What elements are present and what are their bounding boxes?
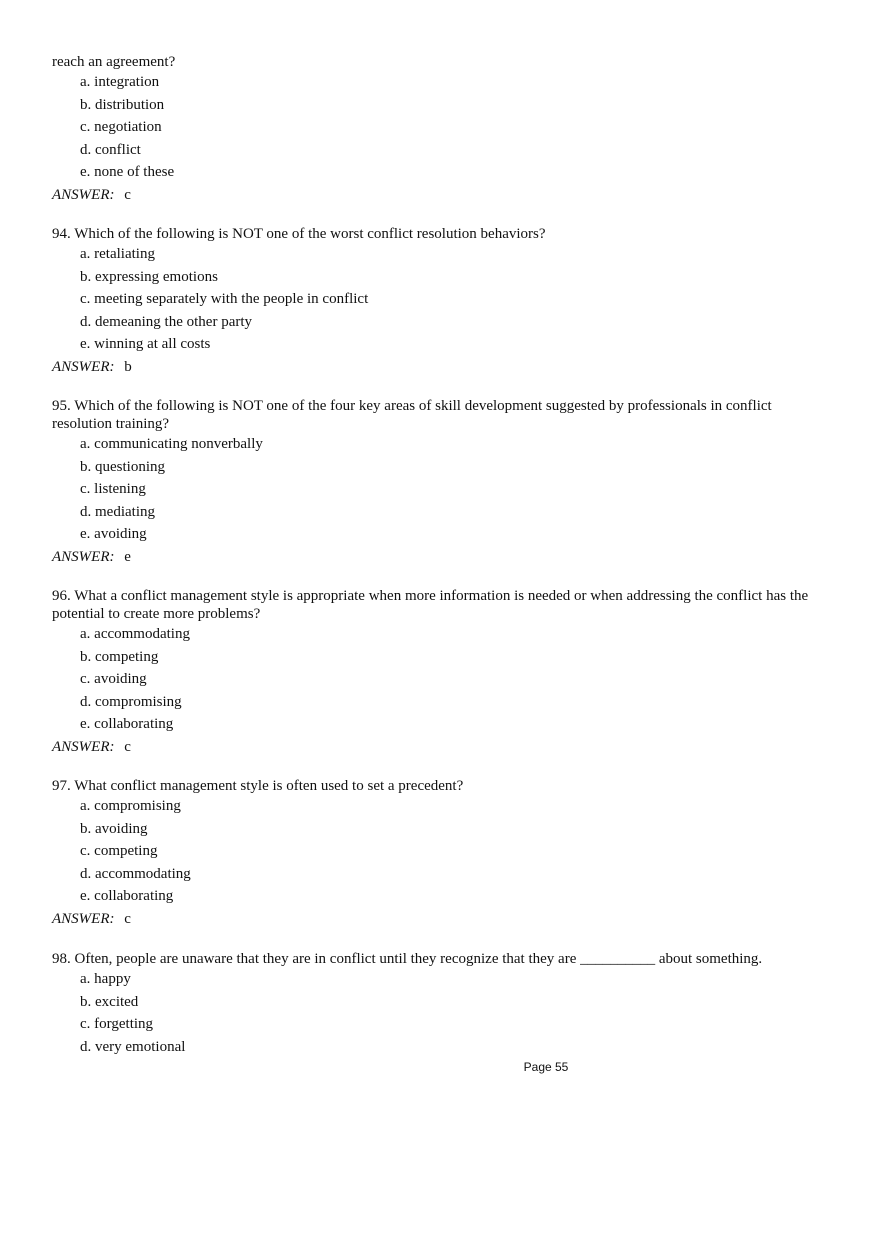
option-a: a. accommodating: [80, 626, 190, 642]
option-a: a. compromising: [80, 798, 181, 814]
answer-value: e: [124, 548, 131, 565]
answer-value: c: [124, 738, 131, 755]
option-b: b. distribution: [80, 96, 165, 113]
option-list: [52, 623, 832, 736]
answer-line: [52, 184, 832, 206]
question-stem: 94. Which of the following is NOT one of the worst conflict resolution behaviors?: [52, 226, 546, 242]
option-d: d. mediating: [80, 503, 155, 520]
answer-label: ANSWER:: [52, 738, 115, 755]
page-number: Page 55: [523, 1060, 569, 1074]
option-d: d. accommodating: [80, 865, 191, 882]
option-d: d. conflict: [80, 141, 141, 158]
answer-value: b: [124, 358, 132, 375]
answer-line: [52, 736, 832, 758]
option-a: a. happy: [80, 971, 131, 987]
answer-value: c: [124, 186, 131, 203]
option-c: c. listening: [80, 481, 146, 498]
option-a: a. integration: [80, 74, 160, 90]
question-95: [52, 397, 832, 568]
option-d: d. compromising: [80, 693, 182, 710]
option-e: e. collaborating: [80, 888, 174, 905]
question-93: [52, 53, 832, 206]
question-stem: 95. Which of the following is NOT one of the four key areas of skill development suggested by professionals in conflict resolution training?: [52, 398, 772, 432]
option-list: [52, 433, 832, 546]
question-96: [52, 587, 832, 758]
option-d: d. demeaning the other party: [80, 313, 253, 330]
question-97: [52, 777, 832, 930]
option-c: c. forgetting: [80, 1016, 154, 1033]
option-b: b. excited: [80, 993, 139, 1010]
option-c: c. meeting separately with the people in conflict: [80, 291, 369, 308]
answer-line: [52, 546, 832, 568]
answer-value: c: [124, 910, 131, 927]
question-98: [52, 950, 832, 1058]
answer-line: [52, 908, 832, 930]
option-list: [52, 795, 832, 908]
option-e: e. winning at all costs: [80, 336, 211, 353]
option-c: c. avoiding: [80, 671, 147, 688]
option-e: e. none of these: [80, 164, 175, 181]
option-list: [52, 968, 832, 1058]
option-b: b. avoiding: [80, 820, 148, 837]
option-a: a. communicating nonverbally: [80, 436, 263, 452]
option-list: [52, 243, 832, 356]
option-b: b. questioning: [80, 458, 165, 475]
answer-label: ANSWER:: [52, 358, 115, 375]
option-e: e. avoiding: [80, 526, 147, 543]
option-c: c. competing: [80, 843, 158, 860]
question-stem: 97. What conflict management style is often used to set a precedent?: [52, 778, 464, 794]
option-e: e. collaborating: [80, 716, 174, 733]
answer-label: ANSWER:: [52, 548, 115, 565]
option-d: d. very emotional: [80, 1038, 186, 1055]
option-b: b. competing: [80, 648, 159, 665]
question-stem: 96. What a conflict management style is appropriate when more information is needed or when addressing the conflict has the potential to create more problems?: [52, 588, 809, 622]
question-stem: reach an agreement?: [52, 54, 176, 70]
option-list: [52, 71, 832, 184]
answer-label: ANSWER:: [52, 910, 115, 927]
question-stem: 98. Often, people are unaware that they are in conflict until they recognize that they are __________ about something.: [52, 951, 763, 967]
answer-label: ANSWER:: [52, 186, 115, 203]
option-a: a. retaliating: [80, 246, 155, 262]
answer-line: [52, 356, 832, 378]
question-94: [52, 225, 832, 378]
option-c: c. negotiation: [80, 119, 162, 136]
option-b: b. expressing emotions: [80, 268, 218, 285]
